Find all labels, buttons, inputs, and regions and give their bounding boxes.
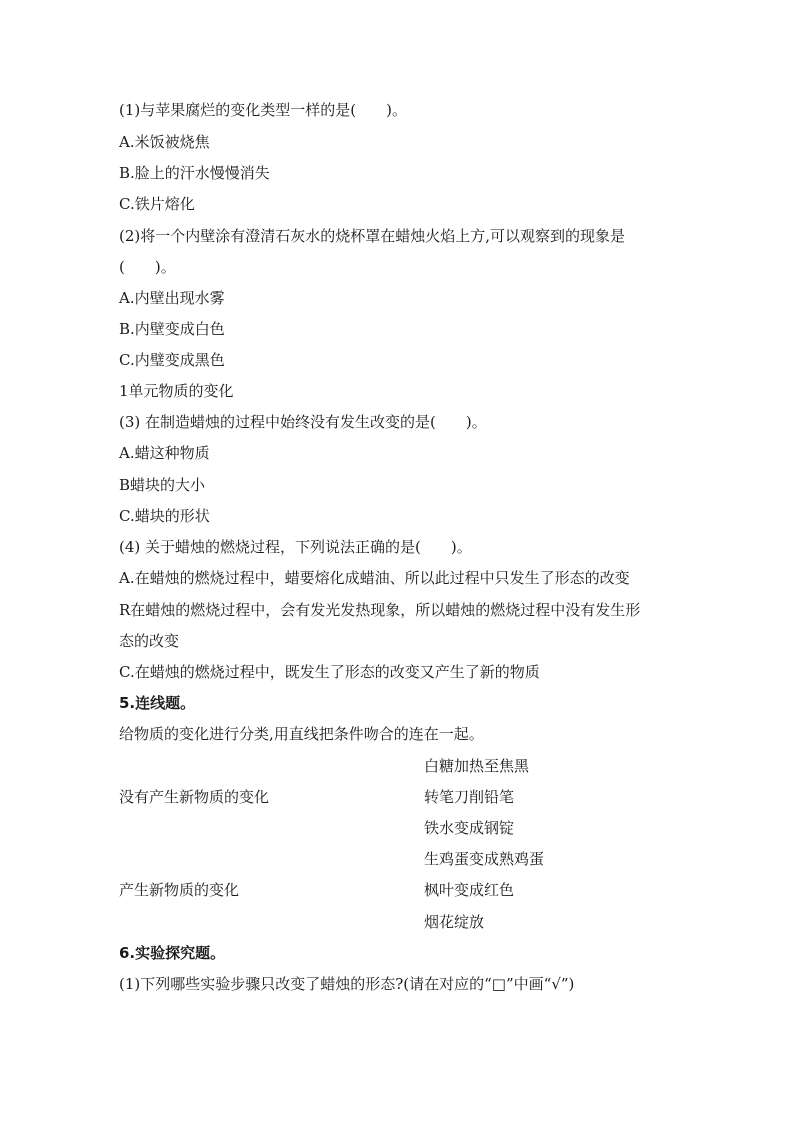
q1-option-b: B.脸上的汗水慢慢消失 — [119, 164, 270, 182]
match-right-item-5: 枫叶变成红色 — [424, 881, 515, 899]
match-right-item-1: 白糖加热至焦黑 — [424, 757, 530, 775]
q1-option-c: C.铁片熔化 — [119, 195, 195, 213]
unit-label: 1单元物质的变化 — [119, 382, 234, 400]
q3-option-a: A.蜡这种物质 — [119, 444, 210, 462]
q2-stem-line1: (2)将一个内壁涂有澄清石灰水的烧杯罩在蜡烛火焰上方,可以观察到的现象是 — [119, 227, 626, 245]
q3-option-c: C.蜡块的形状 — [119, 507, 210, 525]
q2-option-a: A.内壁出现水雾 — [119, 289, 225, 307]
q4-option-b-line2: 态的改变 — [119, 632, 180, 650]
q2-option-b: B.内壁变成白色 — [119, 320, 225, 338]
section6-heading: 6.实验探究题。 — [119, 944, 226, 962]
section5-heading: 5.连线题。 — [119, 694, 196, 712]
match-right-item-2: 转笔刀削铅笔 — [424, 788, 515, 806]
section5-instruction: 给物质的变化进行分类,用直线把条件吻合的连在一起。 — [119, 725, 484, 743]
match-right-item-3: 铁水变成钢锭 — [424, 819, 515, 837]
q2-stem-line2: ( )。 — [119, 258, 176, 276]
match-right-item-4: 生鸡蛋变成熟鸡蛋 — [424, 850, 545, 868]
section6-q1: (1)下列哪些实验步骤只改变了蜡烛的形态?(请在对应的“□”中画“√”) — [119, 975, 575, 993]
match-left-item-1: 没有产生新物质的变化 — [119, 788, 270, 806]
q4-option-a: A.在蜡烛的燃烧过程中，蜡要熔化成蜡油、所以此过程中只发生了形态的改变 — [119, 569, 630, 587]
match-left-item-2: 产生新物质的变化 — [119, 881, 240, 899]
q2-option-c: C.内璧变成黑色 — [119, 351, 225, 369]
q1-option-a: A.米饭被烧焦 — [119, 133, 210, 151]
q4-option-b-line1: R在蜡烛的燃烧过程中，会有发光发热现象，所以蜡烛的燃烧过程中没有发生形 — [119, 601, 641, 619]
q4-stem: (4) 关于蜡烛的燃烧过程，下列说法正确的是( )。 — [119, 538, 472, 556]
q4-option-c: C.在蜡烛的燃烧过程中，既发生了形态的改变又产生了新的物质 — [119, 663, 540, 681]
q3-option-b: B蜡块的大小 — [119, 476, 206, 494]
q1-stem: (1)与苹果腐烂的变化类型一样的是( )。 — [119, 101, 407, 119]
q3-stem: (3) 在制造蜡烛的过程中始终没有发生改变的是( )。 — [119, 413, 487, 431]
match-right-item-6: 烟花绽放 — [424, 913, 485, 931]
